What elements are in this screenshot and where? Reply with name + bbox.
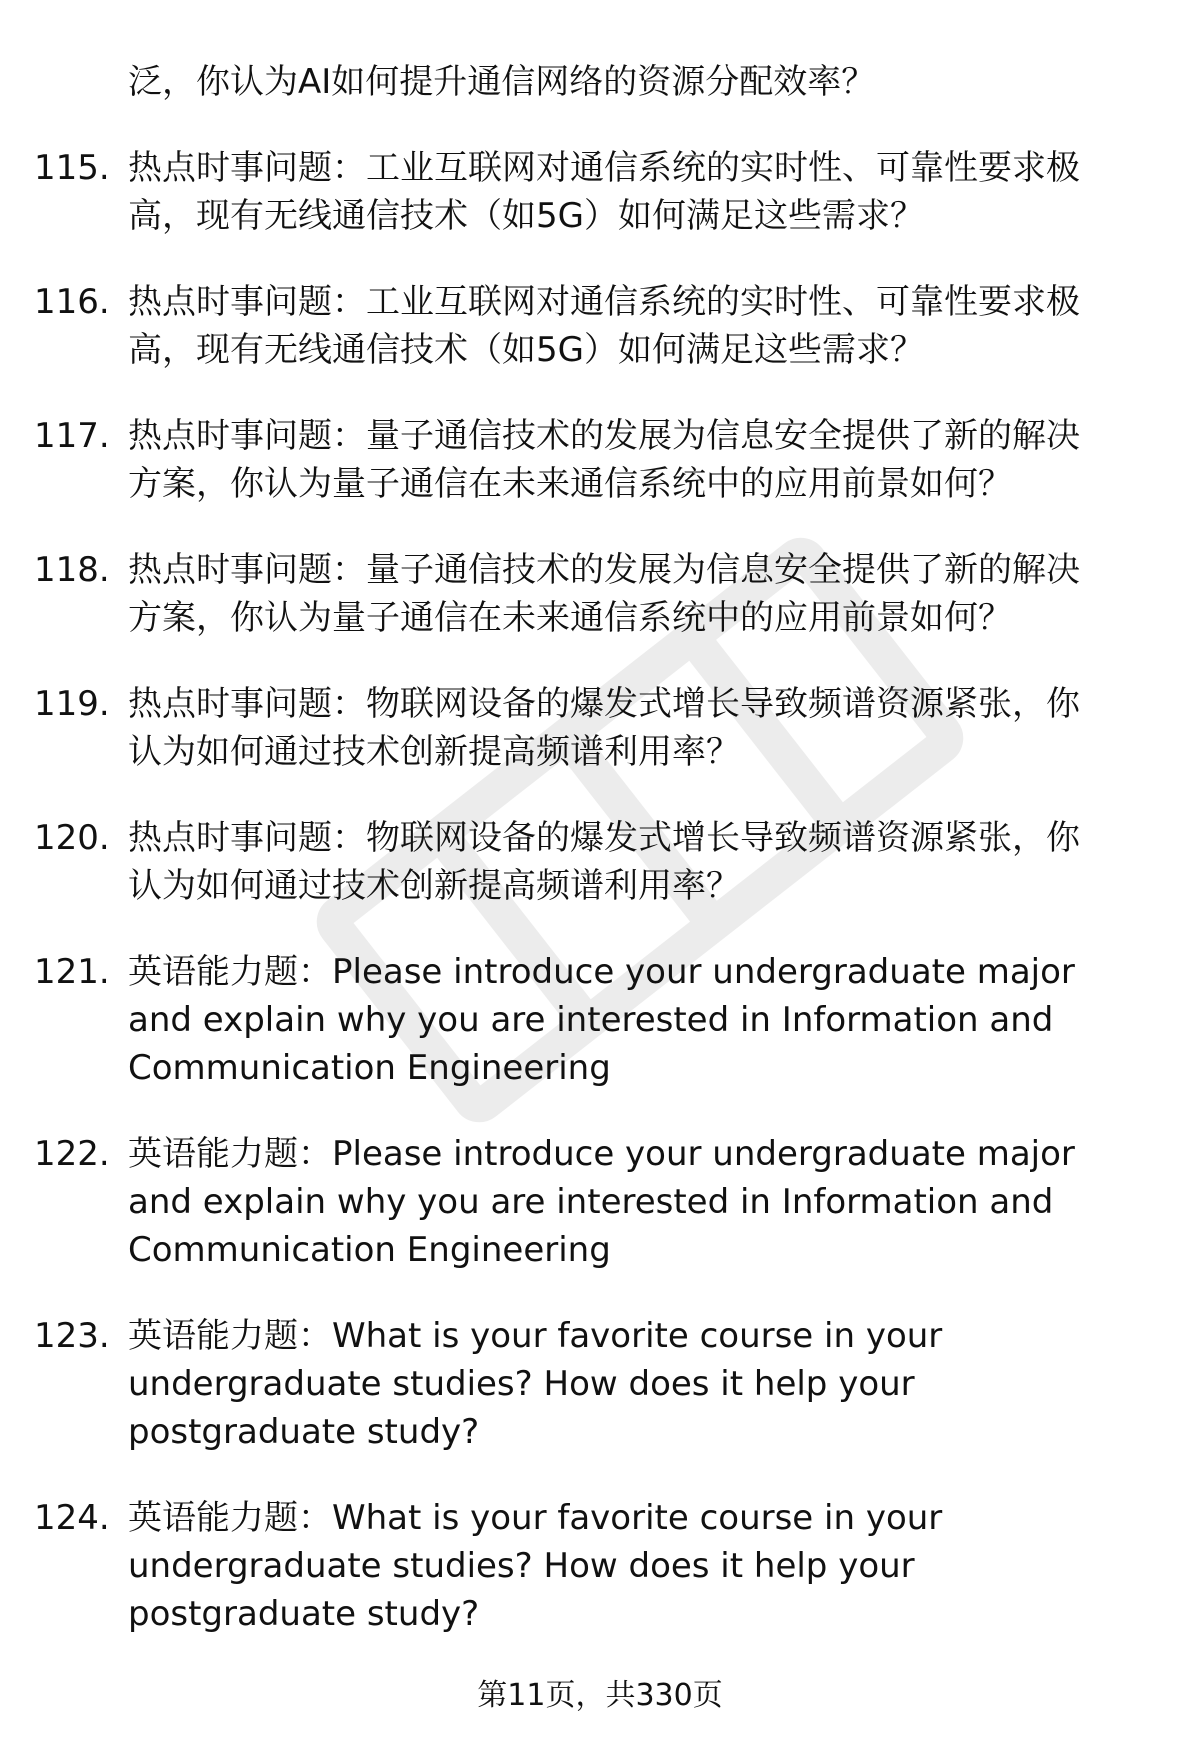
question-line: 热点时事问题：工业互联网对通信系统的实时性、可靠性要求极	[128, 282, 1080, 322]
question-line: 热点时事问题：工业互联网对通信系统的实时性、可靠性要求极	[128, 148, 1080, 188]
question-text	[128, 1312, 1138, 1456]
question-line: 热点时事问题：量子通信技术的发展为信息安全提供了新的解决	[128, 550, 1080, 590]
question-line: Communication Engineering	[128, 1230, 611, 1270]
question-item	[34, 144, 1154, 240]
question-text	[128, 144, 1138, 240]
question-line: 热点时事问题：物联网设备的爆发式增长导致频谱资源紧张，你	[128, 818, 1080, 858]
question-number: 123.	[34, 1316, 110, 1356]
question-text	[128, 1494, 1138, 1638]
question-item	[34, 814, 1154, 910]
question-item	[34, 1494, 1154, 1638]
question-line: and explain why you are interested in Information and	[128, 1000, 1054, 1040]
question-number: 116.	[34, 282, 110, 322]
question-line: 英语能力题：What is your favorite course in your	[128, 1498, 943, 1538]
question-line: 方案，你认为量子通信在未来通信系统中的应用前景如何？	[128, 464, 1012, 504]
question-number: 124.	[34, 1498, 110, 1538]
question-line: 方案，你认为量子通信在未来通信系统中的应用前景如何？	[128, 598, 1012, 638]
question-number: 118.	[34, 550, 110, 590]
question-number: 120.	[34, 818, 110, 858]
question-text	[128, 278, 1138, 374]
question-text	[128, 948, 1138, 1092]
question-number: 117.	[34, 416, 110, 456]
question-number: 122.	[34, 1134, 110, 1174]
question-line: 认为如何通过技术创新提高频谱利用率？	[128, 732, 740, 772]
question-text	[128, 546, 1138, 642]
question-item	[34, 948, 1154, 1092]
question-line: 英语能力题：What is your favorite course in your	[128, 1316, 943, 1356]
question-line: 高，现有无线通信技术（如5G）如何满足这些需求？	[128, 330, 924, 370]
question-line: undergraduate studies? How does it help your	[128, 1364, 915, 1404]
question-line: undergraduate studies? How does it help your	[128, 1546, 915, 1586]
page-footer: 第11页，共330页	[477, 1678, 723, 1713]
question-line: 热点时事问题：量子通信技术的发展为信息安全提供了新的解决	[128, 416, 1080, 456]
question-line: postgraduate study?	[128, 1594, 480, 1634]
question-line: 认为如何通过技术创新提高频谱利用率？	[128, 866, 740, 906]
question-text	[128, 412, 1138, 508]
question-text	[128, 680, 1138, 776]
question-item	[34, 680, 1154, 776]
question-line: 英语能力题：Please introduce your undergraduate major	[128, 952, 1075, 992]
question-item	[34, 278, 1154, 374]
question-line: Communication Engineering	[128, 1048, 611, 1088]
question-line: 英语能力题：Please introduce your undergraduate major	[128, 1134, 1075, 1174]
question-item	[34, 1130, 1154, 1274]
question-text	[128, 1130, 1138, 1274]
question-line: 高，现有无线通信技术（如5G）如何满足这些需求？	[128, 196, 924, 236]
question-item	[34, 1312, 1154, 1456]
question-number: 119.	[34, 684, 110, 724]
question-text	[128, 814, 1138, 910]
continued-question-line: 泛，你认为AI如何提升通信网络的资源分配效率？	[128, 62, 876, 102]
question-line: and explain why you are interested in Information and	[128, 1182, 1054, 1222]
question-item	[34, 546, 1154, 642]
question-line: postgraduate study?	[128, 1412, 480, 1452]
question-line: 热点时事问题：物联网设备的爆发式增长导致频谱资源紧张，你	[128, 684, 1080, 724]
question-number: 121.	[34, 952, 110, 992]
question-list	[34, 58, 1154, 1638]
question-item	[34, 412, 1154, 508]
question-number: 115.	[34, 148, 110, 188]
